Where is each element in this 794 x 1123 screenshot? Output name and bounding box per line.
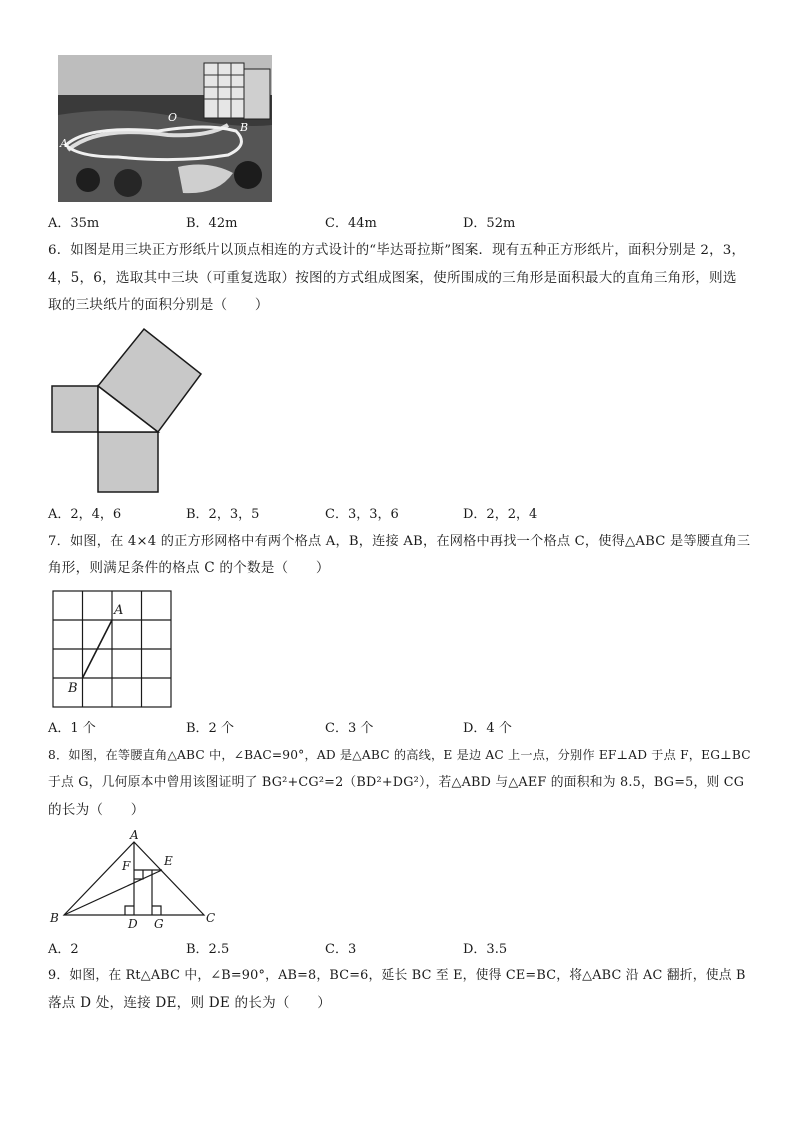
fig-label-e: E [164,854,173,868]
q7-option-d: D．4 个 [463,721,512,736]
q7-line-1: 7．如图，在 4×4 的正方形网格中有两个格点 A，B，连接 AB，在网格中再找一个格点 C，使得△ABC 是等腰直角三 [48,534,751,549]
q6-option-c: C．3，3，6 [325,507,399,522]
q6-line-2: 4，5，6，选取其中三块（可重复选取）按图的方式组成图案，使所围成的三角形是面积最大的直角三角形，则选 [48,270,737,286]
triangle-figure [46,828,226,932]
photo-label-a: A [60,137,68,150]
q8-option-d: D．3.5 [463,942,508,957]
fig-label-a: A [130,828,139,842]
grid-label-b: B [68,681,78,696]
q9-line-2: 落点 D 处，连接 DE，则 DE 的长为（ ） [48,995,332,1011]
q6-option-a: A．2，4，6 [48,507,122,522]
q7-line-2: 角形，则满足条件的格点 C 的个数是（ ） [48,560,330,576]
q5-option-d: D．52m [463,216,516,231]
q5-option-c: C．44m [325,216,377,231]
q7-option-b: B．2 个 [186,721,234,736]
fig-label-b: B [50,911,59,925]
photo-label-b: B [240,121,249,134]
photo-label-o: O [168,111,178,124]
q8-option-c: C．3 [325,942,357,957]
fig-label-g: G [154,917,164,931]
q8-line-1: 8．如图，在等腰直角△ABC 中，∠BAC=90°，AD 是△ABC 的高线，E 是边 AC 上一点，分别作 EF⊥AD 于点 F，EG⊥BC [48,748,751,762]
q7-option-c: C．3 个 [325,721,374,736]
q5-option-b: B．42m [186,216,238,231]
q8-line-2: 于点 G，几何原本中曾用该图证明了 BG²+CG²=2（BD²+DG²），若△ABD 与△AEF 的面积和为 8.5，BG=5，则 CG [48,775,745,790]
q6-line-3: 取的三块纸片的面积分别是（ ） [48,297,269,313]
fig-label-c: C [206,911,216,925]
park-photo [58,55,272,202]
grid-figure [50,588,176,712]
q6-option-b: B．2，3，5 [186,507,260,522]
q9-line-1: 9．如图，在 Rt△ABC 中，∠B=90°，AB=8，BC=6，延长 BC 至 E，使得 CE=BC，将△ABC 沿 AC 翻折，使点 B [48,968,746,983]
grid-label-a: A [114,603,124,618]
fig-label-f: F [122,859,131,873]
fig-label-d: D [128,917,138,931]
small-square [52,386,98,432]
q8-option-a: A．2 [48,942,79,957]
q6-line-1: 6．如图是用三块正方形纸片以顶点相连的方式设计的“毕达哥拉斯”图案．现有五种正方形纸片，面积分别是 2，3， [48,243,746,258]
q6-option-d: D．2，2，4 [463,507,538,522]
q8-line-3: 的长为（ ） [48,802,145,818]
medium-square [98,432,158,492]
pythagoras-squares-figure [48,325,208,497]
q7-option-a: A．1 个 [48,721,96,736]
q8-option-b: B．2.5 [186,942,230,957]
q5-option-a: A．35m [48,216,100,231]
